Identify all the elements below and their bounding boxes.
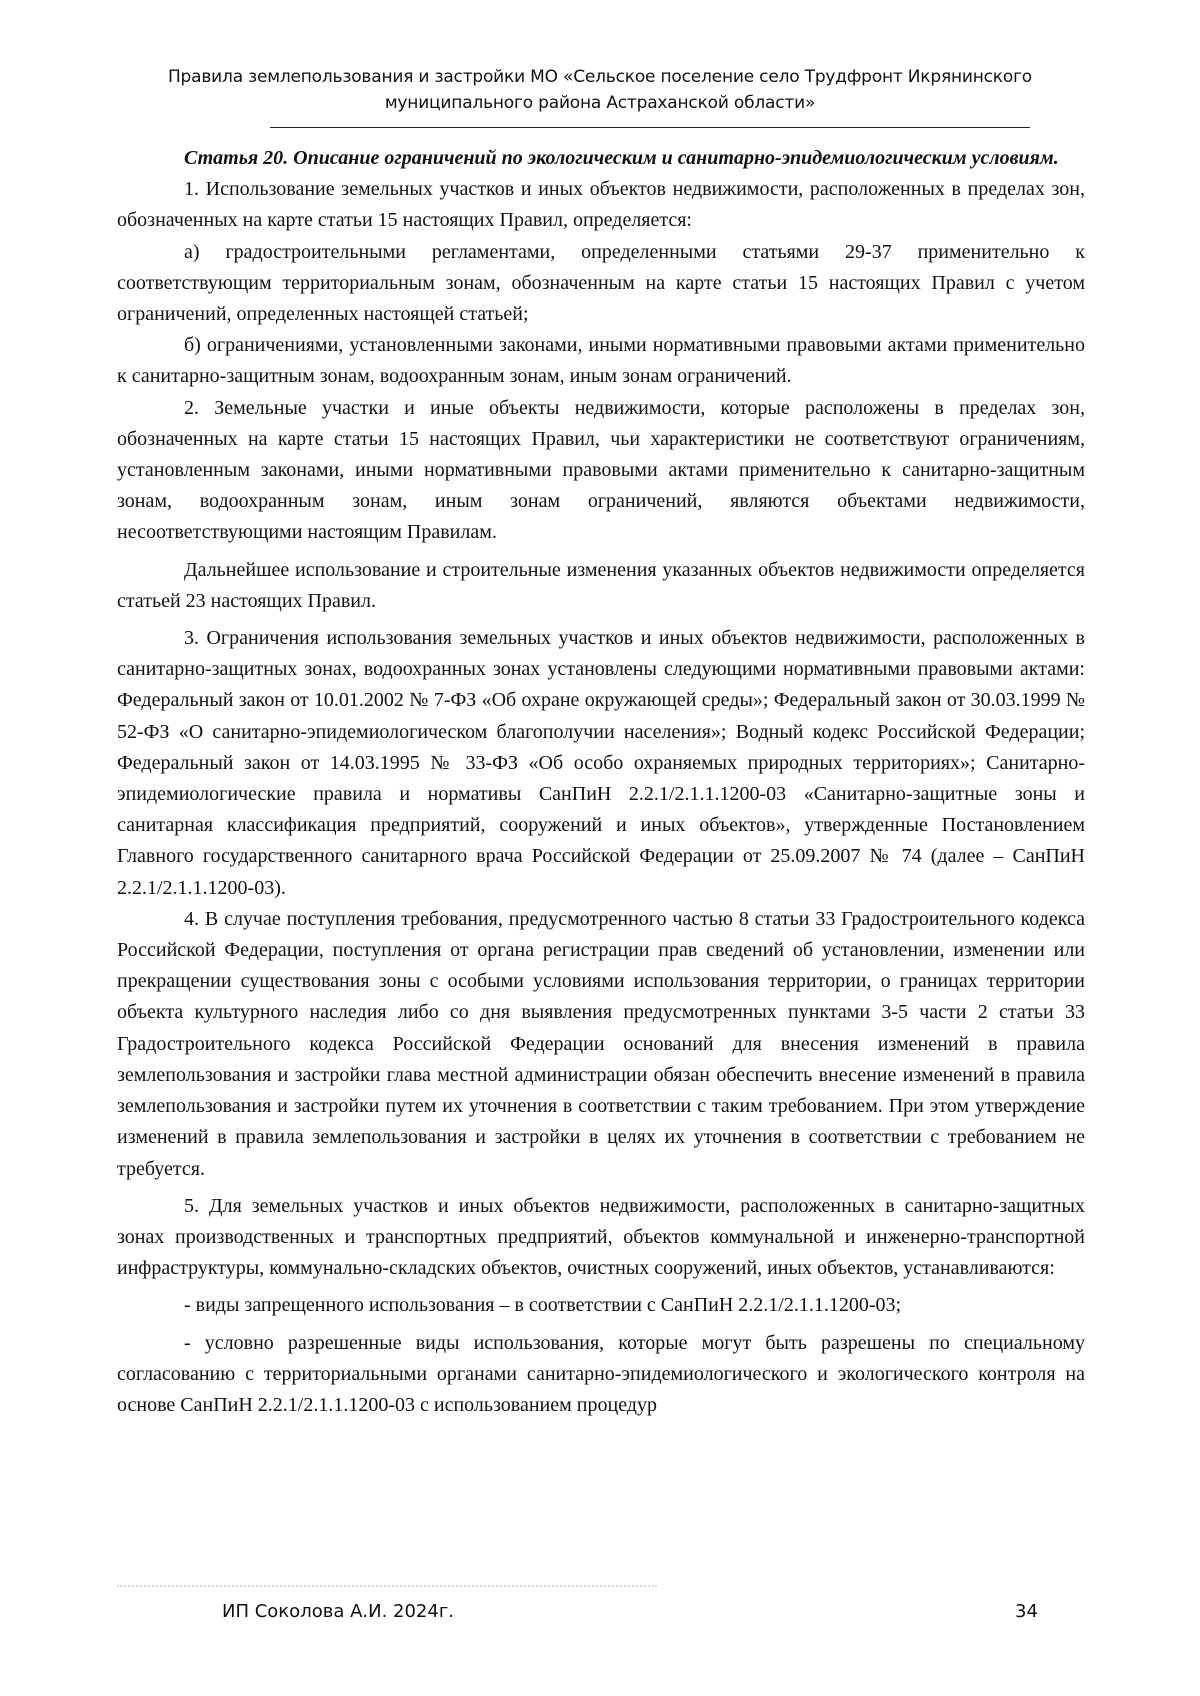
paragraph-4: 4. В случае поступления требования, предусмотренного частью 8 статьи 33 Градостроительного кодекса Российской Федерации, поступления от органа регистрации прав сведений об установлении, изменении или прекращении существования зоны с особыми условиями использования территории, о границах территории объекта культурного наследия либо со дня выявления предусмотренных пунктами 3-5 части 2 статьи 33 Градостроительного кодекса Российской Федерации оснований для внесения изменений в правила землепользования и застройки глава местной администрации обязан обеспечить внесение изменений в правила землепользования и застройки путем их уточнения в соответствии с таким требованием. При этом утверждение изменений в правила землепользования и застройки в целях их уточнения в соответствии с требованием не требуется.: [117, 907, 1085, 1180]
paragraph-2-continuation: Дальнейшее использование и строительные изменения указанных объектов недвижимости определяется статьей 23 настоящих Правил.: [117, 558, 1085, 612]
list-item-conditional-uses: - условно разрешенные виды использования, которые могут быть разрешены по специальному согласованию с территориальными органами санитарно-эпидемиологического и экологического контроля на основе СанПиН 2.2.1/2.1.1.1200-03 с использованием процедур: [117, 1331, 1085, 1416]
paragraph-1: 1. Использование земельных участков и иных объектов недвижимости, расположенных в пределах зон, обозначенных на карте статьи 15 настоящих Правил, определяется:: [117, 178, 1085, 232]
paragraph-5: 5. Для земельных участков и иных объектов недвижимости, расположенных в санитарно-защитных зонах производственных и транспортных предприятий, объектов коммунальной и инженерно-транспортной инфраструктуры, коммунально-складских объектов, очистных сооружений, иных объектов, устанавливаются:: [117, 1194, 1085, 1280]
document-body: [117, 143, 1085, 1421]
header-line-2: муниципального района Астраханской области»: [384, 93, 816, 113]
paragraph-2: 2. Земельные участки и иные объекты недвижимости, которые расположены в пределах зон, обозначенных на карте статьи 15 настоящих Правил, чьи характеристики не соответствуют ограничениям, установленным законами, иными нормативными правовыми актами применительно к санитарно-защитным зонам, водоохранным зонам, иным зонам ограничений, являются объектами недвижимости, несоответствующими настоящим Правилам.: [117, 396, 1085, 544]
running-header: [0, 64, 1200, 116]
paragraph-3: 3. Ограничения использования земельных участков и иных объектов недвижимости, расположенных в санитарно-защитных зонах, водоохранных зонах установлены следующими нормативными правовыми актами: Федеральный закон от 10.01.2002 № 7-ФЗ «Об охране окружающей среды»; Федеральный закон от 30.03.1999 № 52-ФЗ «О санитарно-эпидемиологическом благополучии населения»; Водный кодекс Российской Федерации; Федеральный закон от 14.03.1995 № 33-ФЗ «Об особо охраняемых природных территориях»; Санитарно-эпидемиологические правила и нормативы СанПиН 2.2.1/2.1.1.1200-03 «Санитарно-защитные зоны и санитарная классификация предприятий, сооружений и иных объектов», утвержденные Постановлением Главного государственного санитарного врача Российской Федерации от 25.09.2007 № 74 (далее – СанПиН 2.2.1/2.1.1.1200-03).: [117, 627, 1085, 899]
list-item-prohibited-uses: - виды запрещенного использования – в соответствии с СанПиН 2.2.1/2.1.1.1200-03;: [184, 1294, 902, 1317]
footer-author: ИП Соколова А.И. 2024г.: [222, 1601, 454, 1622]
page-number: 34: [1015, 1601, 1038, 1622]
paragraph-1b: б) ограничениями, установленными законами, иными нормативными правовыми актами применительно к санитарно-защитным зонам, водоохранным зонам, иным зонам ограничений.: [117, 334, 1085, 388]
footer-divider: [117, 1585, 657, 1587]
header-line-1: Правила землепользования и застройки МО «Сельское поселение село Трудфронт Икрянинского: [167, 67, 1033, 87]
header-divider: [270, 127, 1030, 128]
article-title: Статья 20. Описание ограничений по экологическим и санитарно-эпидемиологическим условиям.: [184, 147, 1059, 169]
paragraph-1a: а) градостроительными регламентами, определенными статьями 29-37 применительно к соответствующим территориальным зонам, обозначенным на карте статьи 15 настоящих Правил с учетом ограничений, определенных настоящей статьей;: [117, 240, 1085, 326]
